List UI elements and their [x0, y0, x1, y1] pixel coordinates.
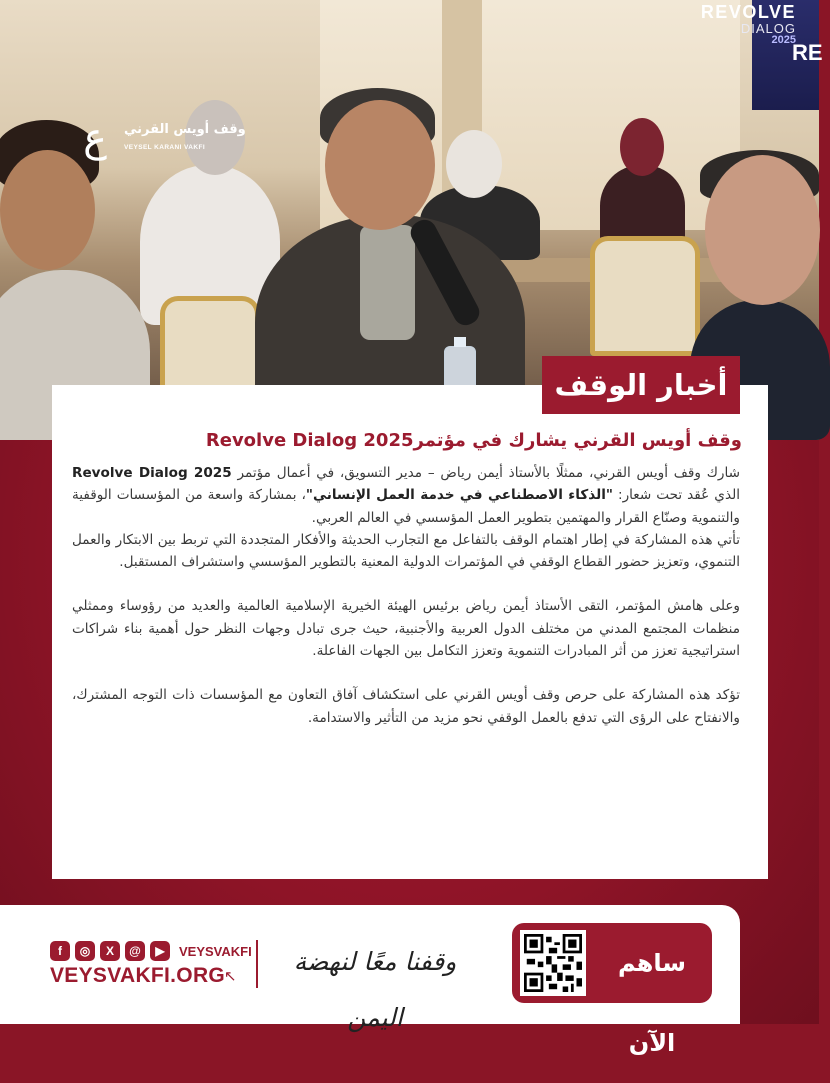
article-paragraph: وعلى هامش المؤتمر، التقى الأستاذ أيمن رياض برئيس الهيئة الخيرية الإسلامية العالمية والعديد من رؤوساء وممثلي منظمات المجتمع المدني من مختلف الدول العربية والأجنبية، حيث جرى تبادل وجهات النظر حول أهمية بناء شراكات استراتيجية تعزز من أثر المبادرات التنموية وتعزز التكامل بين الجهات الفاعلة. — [72, 598, 740, 660]
cursor-click-icon: ↖ — [224, 967, 237, 985]
event-logo-subtitle: DIALOG — [740, 21, 796, 36]
paragraph-text: ، بمشاركة واسعة من المؤسسات الوقفية والتنموية وصنّاع القرار والمهتمين بتطوير العمل المؤسسي في العالم العربي. — [72, 487, 740, 526]
speaker-shirt — [360, 225, 415, 340]
chair — [160, 296, 260, 396]
brand-logo — [72, 104, 246, 174]
event-logo-year: 2025 — [771, 34, 796, 46]
facebook-icon[interactable]: f — [50, 941, 70, 961]
event-banner: RE — [752, 0, 819, 110]
brand-name-en: VEYSEL KARANI VAKFI — [124, 144, 206, 151]
speaker-head — [325, 100, 435, 230]
x-icon[interactable]: X — [100, 941, 120, 961]
category-label: أخبار الوقف — [542, 356, 740, 414]
donate-label[interactable]: ساهم الآن — [617, 949, 687, 1057]
event-logo — [676, 2, 796, 56]
website-link[interactable]: VEYSVAKFI.ORG — [50, 964, 226, 987]
attendee-head — [705, 155, 820, 305]
social-links — [50, 938, 252, 964]
attendee-head — [620, 118, 664, 176]
brand-mark-icon: ع — [83, 115, 107, 161]
brand-name-ar: وقف أويس القرني — [124, 122, 246, 137]
paragraph-text: شارك وقف أويس القرني، ممثلًا بالأستاذ أيمن رياض – مدير التسويق، في أعمال مؤتمر — [231, 465, 740, 481]
attendee-head — [446, 130, 502, 198]
article-body — [72, 462, 740, 751]
footer-divider — [256, 940, 258, 988]
social-handle[interactable]: VEYSVAKFI — [179, 943, 252, 959]
paragraph-text: الذي عُقد تحت شعار: — [612, 487, 740, 504]
event-name: Revolve Dialog 2025 — [72, 465, 232, 481]
event-slogan: "الذكاء الاصطناعي في خدمة العمل الإنساني" — [305, 487, 613, 504]
qr-code-icon — [524, 934, 582, 992]
article-paragraph: تأتي هذه المشاركة في إطار اهتمام الوقف بالتفاعل مع التجارب الحديثة والأفكار المتجددة التي تربط بين الابتكار والعمل التنموي، وتعزيز حضور القطاع الوقفي في المؤتمرات الدولية المعنية بالتطوير المؤسسي واستشراف المستقبل. — [72, 531, 740, 571]
event-logo-title: REVOLVE — [700, 2, 796, 22]
article-paragraph: تؤكد هذه المشاركة على حرص وقف أويس القرني على استكشاف آفاق التعاون مع المؤسسات ذات التوجه المشترك، والانفتاح على الرؤى التي تدفع بالعمل الوقفي نحو مزيد من التأثير والاستدامة. — [72, 687, 740, 726]
youtube-icon[interactable]: ▶ — [150, 941, 170, 961]
article-paragraph — [72, 462, 740, 529]
article-headline: وقف أويس القرني يشارك في مؤتمر2025 Revolve Dialog — [205, 430, 742, 451]
qr-code[interactable] — [520, 930, 586, 996]
threads-icon[interactable]: @ — [125, 941, 145, 961]
instagram-icon[interactable]: ◎ — [75, 941, 95, 961]
chair — [590, 236, 700, 356]
footer-slogan: وقفنا معًا لنهضة اليمن — [293, 947, 457, 1032]
